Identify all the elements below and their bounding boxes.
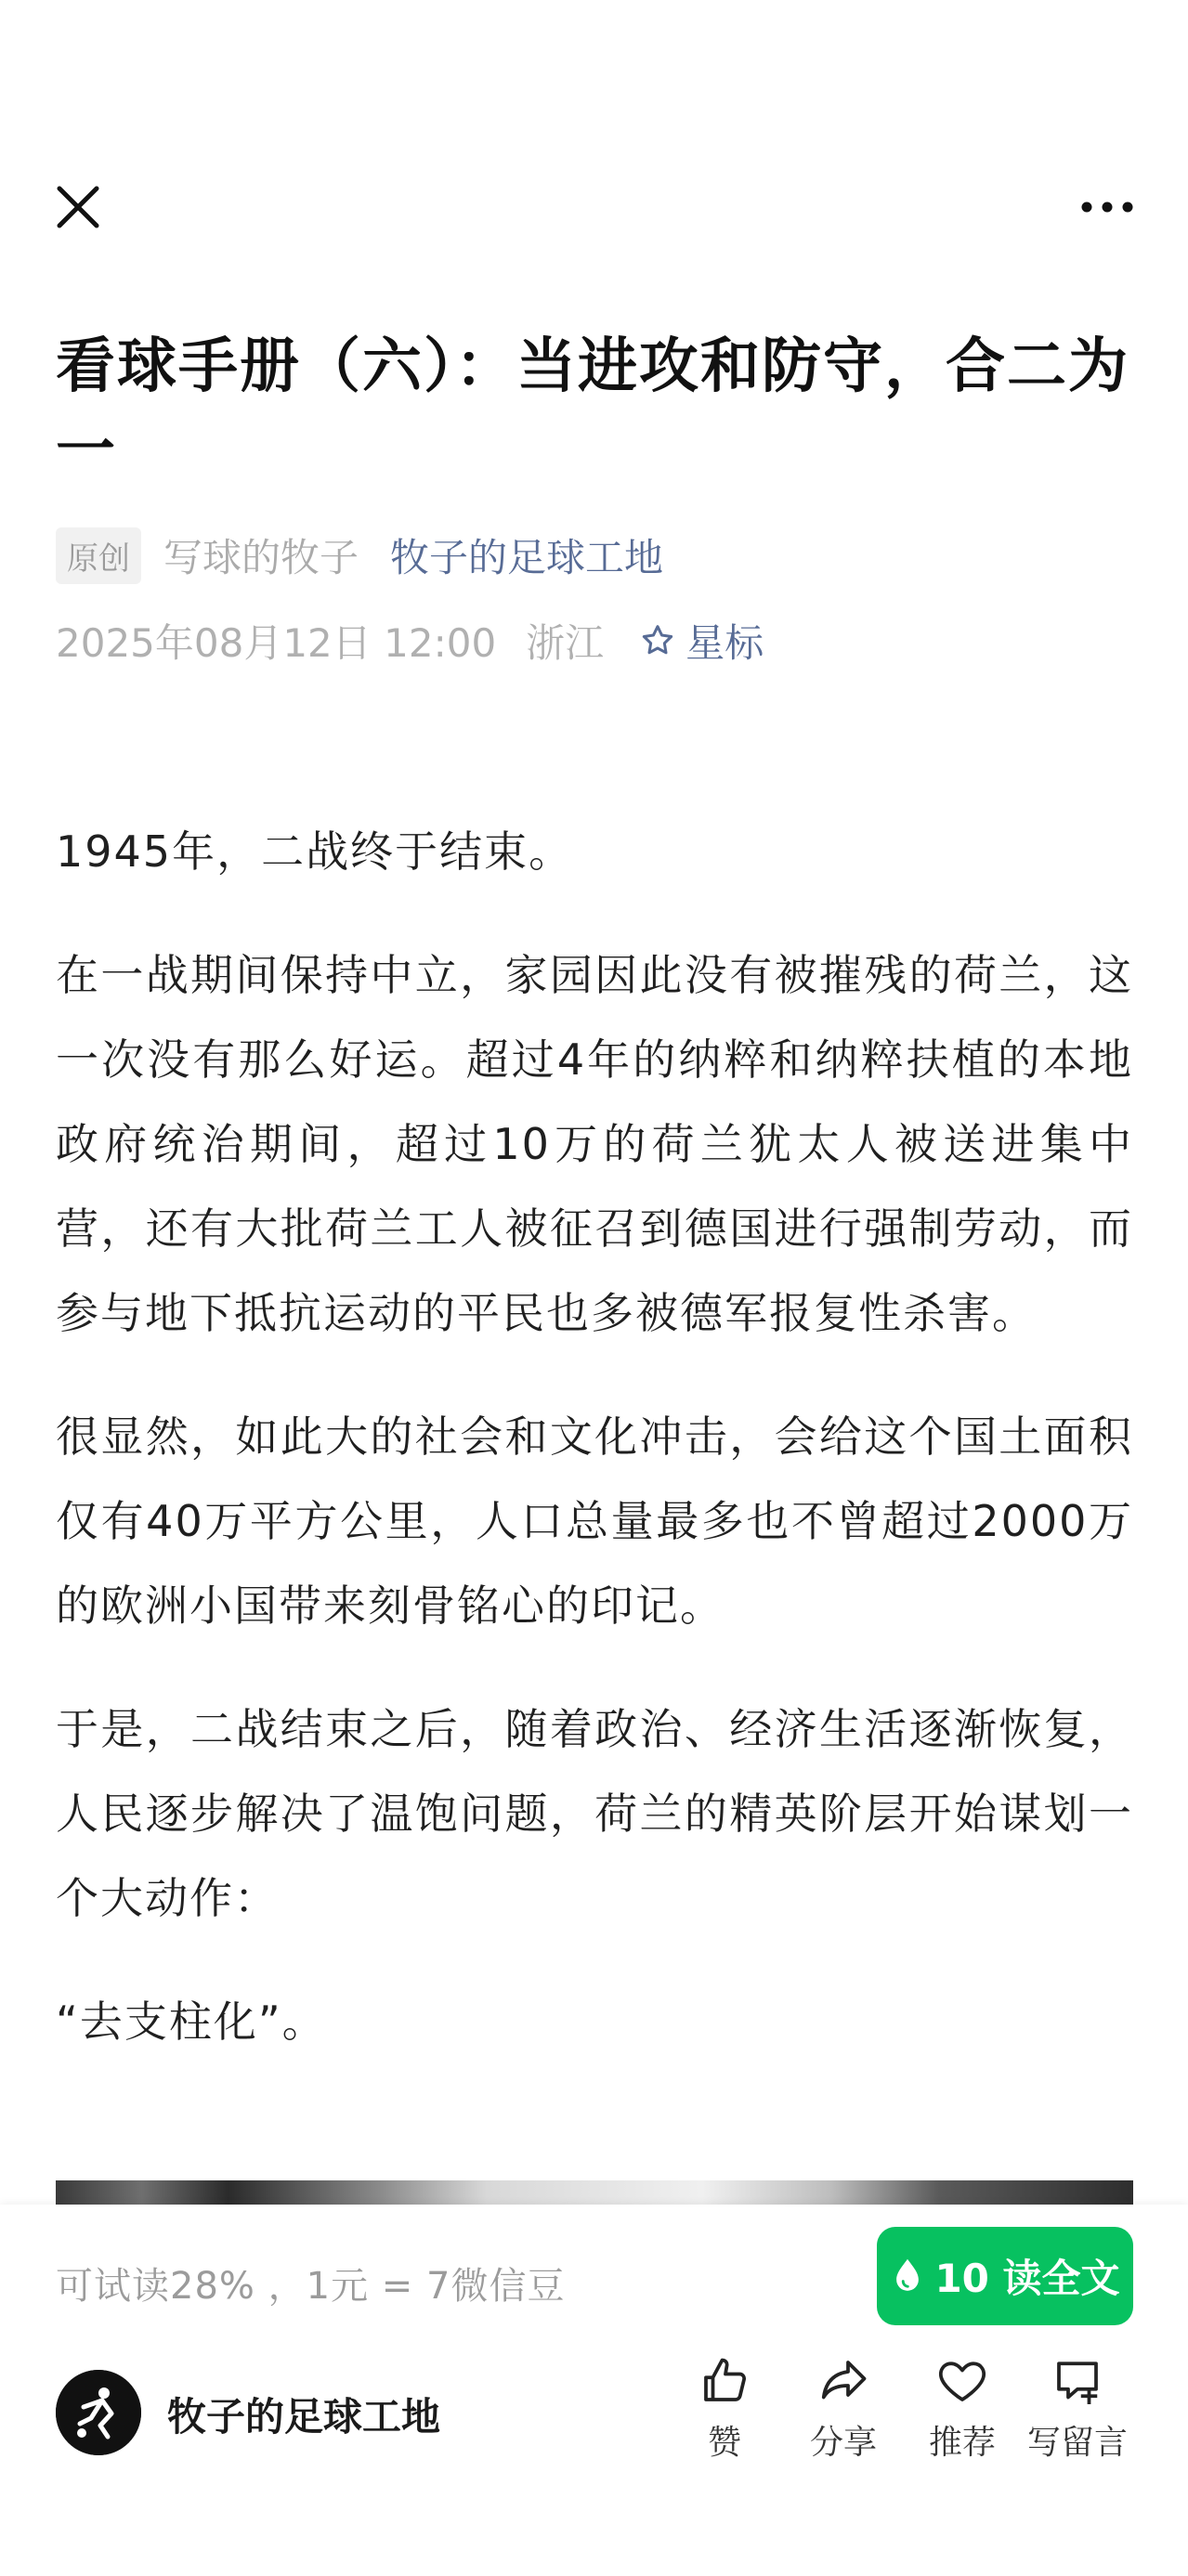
paywall-panel [0,2205,1188,2576]
more-options-button[interactable] [1077,190,1137,224]
publish-date: 2025年08月12日 12:00 [56,620,497,666]
drop-icon [890,2257,925,2296]
heart-icon [934,2353,990,2409]
comment-label: 写留言 [1026,2424,1128,2462]
close-button[interactable] [52,181,104,233]
recommend-label: 推荐 [928,2424,996,2462]
like-label: 赞 [707,2424,741,2462]
share-button[interactable] [788,2353,899,2464]
paragraph: 在一战期间保持中立，家园因此没有被摧残的荷兰，这一次没有那么好运。超过4年的纳粹和纳粹扶植的本地政府统治期间，超过10万的荷兰犹太人被送进集中营，还有大批荷兰工人被征召到德国进行强制劳动，而参与地下抵抗运动的平民也多被德军报复性杀害。 [56,950,1133,1338]
more-icon [1077,190,1137,224]
share-icon [816,2353,871,2409]
original-badge: 原创 [56,527,141,584]
star-label: 星标 [685,620,764,666]
article-title: 看球手册（六）：当进攻和防守，合二为一 [56,332,1129,485]
author-name: 写球的牧子 [163,535,359,580]
paragraph: 很显然，如此大的社会和文化冲击，会给这个国土面积仅有40万平方公里，人口总量最多也不曾超过2000万的欧洲小国带来刻骨铭心的印记。 [56,1412,1133,1631]
read-full-label: 10 读全文 [934,2256,1120,2301]
read-full-button[interactable] [877,2227,1133,2325]
paragraph: 1945年，二战终于结束。 [56,826,574,877]
star-icon [639,622,676,659]
article-body [56,810,1133,2103]
close-icon [52,181,104,233]
comment-icon [1050,2353,1105,2409]
comment-button[interactable] [1022,2353,1133,2464]
trial-info: 可试读28% ，1元 = 7微信豆 [56,2265,566,2308]
publish-location: 浙江 [526,620,605,666]
football-logo-icon [56,2370,141,2455]
footer-account-name[interactable]: 牧子的足球工地 [167,2394,441,2439]
top-bar [0,0,1188,279]
paragraph: “去支柱化”。 [56,1997,327,2047]
recommend-button[interactable] [907,2353,1018,2464]
account-link[interactable]: 牧子的足球工地 [390,535,664,580]
article-image-preview [56,2180,1133,2206]
article-meta [56,527,663,583]
paragraph: 于是，二战结束之后，随着政治、经济生活逐渐恢复，人民逐步解决了温饱问题，荷兰的精英阶层开始谋划一个大动作： [56,1704,1133,1923]
account-avatar[interactable] [56,2370,141,2455]
article-date-row [56,613,764,669]
thumb-up-icon [697,2353,752,2409]
share-label: 分享 [809,2424,877,2462]
star-button[interactable] [639,613,764,669]
like-button[interactable] [669,2353,780,2464]
